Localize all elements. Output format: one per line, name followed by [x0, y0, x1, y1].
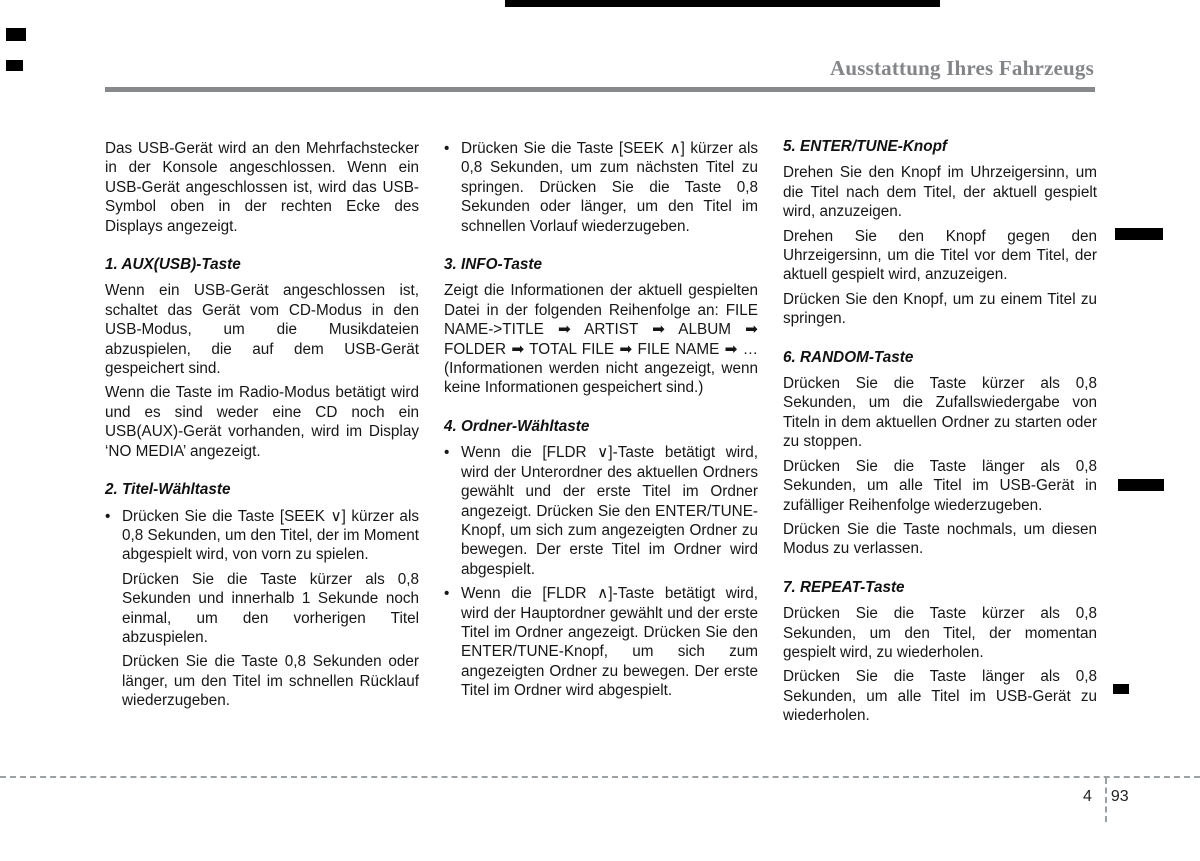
scan-artifact-top-bar: [505, 0, 940, 7]
paragraph: Wenn die Taste im Radio-Modus betätigt wird und es sind weder eine CD noch ein USB(AUX)-Gerät vorhanden, wird im Display ‘NO MEDIA’ angezeigt.: [105, 384, 419, 460]
page-number: [1083, 788, 1129, 806]
paragraph: Wenn ein USB-Gerät angeschlossen ist, schaltet das Gerät vom CD-Modus in den USB-Modus, um die Musikdateien abzuspielen, die auf dem USB-Gerät gespeichert sind.: [105, 282, 419, 378]
intro-paragraph: Das USB-Gerät wird an den Mehrfachstecker in der Konsole angeschlossen. Wenn ein USB-Gerät angeschlossen ist, wird das USB-Symbol oben in der rechten Ecke des Displays angezeigt.: [105, 140, 419, 235]
column-2: [444, 139, 758, 731]
scan-artifact-right-3: [1113, 684, 1129, 694]
bullet-item: [444, 443, 758, 579]
section-heading-aux-usb-taste: 1. AUX(USB)-Taste: [105, 256, 241, 274]
section-heading-titel-waehltaste: 2. Titel-Wähltaste: [105, 481, 231, 499]
section-heading-repeat-taste: 7. REPEAT-Taste: [783, 578, 905, 596]
header-rule: [105, 87, 1095, 92]
chapter-number: 4: [1083, 788, 1092, 805]
bullet-item: [444, 139, 758, 236]
content-columns: [105, 139, 1097, 731]
scan-artifact-left-2: [6, 60, 23, 71]
bullet-text: Wenn die [FLDR ∧]-Taste betätigt wird, wird der Hauptordner gewählt und der erste Titel im Ordner angezeigt. Drücken Sie den ENTER/TUNE-Knopf, um sich zum angezeigten Ordner zu bewegen. Der erste Titel im Ordner wird abgespielt.: [461, 585, 758, 700]
paragraph: Drücken Sie den Knopf, um zu einem Titel zu springen.: [783, 290, 1097, 328]
paragraph: Drücken Sie die Taste kürzer als 0,8 Sekunden, um den Titel, der momentan gespielt wird, zu wiederholen.: [783, 605, 1097, 661]
paragraph: Drücken Sie die Taste nochmals, um diesen Modus zu verlassen.: [783, 520, 1097, 558]
paragraph: Drehen Sie den Knopf im Uhrzeigersinn, um die Titel nach dem Titel, der aktuell gespielt wird, anzuzeigen.: [783, 164, 1097, 221]
paragraph: Zeigt die Informationen der aktuell gespielten Datei in der folgenden Reihenfolge an: FILE NAME->TITLE ➡ ARTIST ➡ ALBUM ➡ FOLDER ➡ TOTAL FILE ➡ FILE NAME ➡ … (Informationen werden nicht angezeigt, wenn keine Informationen gespeichert sind.): [444, 282, 758, 397]
section-heading-ordner-waehltaste: 4. Ordner-Wähltaste: [444, 417, 590, 435]
scan-artifact-left-1: [6, 28, 26, 41]
bullet-text: Drücken Sie die Taste [SEEK ∧] kürzer als 0,8 Sekunden, um zum nächsten Titel zu springen. Drücken Sie die Taste 0,8 Sekunden oder länger, um den Titel im schnellen Vorlauf wiederzugeben.: [461, 140, 758, 235]
bullet-item: [105, 507, 419, 565]
section-heading-random-taste: 6. RANDOM-Taste: [783, 348, 914, 366]
section-heading-info-taste: 3. INFO-Taste: [444, 256, 543, 274]
page-number-value: 93: [1110, 788, 1129, 805]
paragraph: Drehen Sie den Knopf gegen den Uhrzeigersinn, um die Titel vor dem Titel, der aktuell gespielt wird, anzuzeigen.: [783, 227, 1097, 284]
bullet-marker: •: [444, 444, 450, 462]
paragraph: Drücken Sie die Taste kürzer als 0,8 Sekunden, um die Zufallswiedergabe von Titeln in dem aktuellen Ordner zu starten oder zu stoppen.: [783, 375, 1097, 451]
bullet-text: Wenn die [FLDR ∨]-Taste betätigt wird, wird der Unterordner des aktuellen Ordners gewählt und der erste Titel im Ordner angezeigt. Drücken Sie den ENTER/TUNE-Knopf, um sich zum angezeigten Ordner zu bewegen. Der erste Titel im Ordner wird abgespielt.: [461, 444, 758, 578]
column-3: [783, 139, 1097, 731]
bullet-item: [444, 584, 758, 700]
section-heading-enter-tune-knopf: 5. ENTER/TUNE-Knopf: [783, 138, 948, 155]
paragraph: Drücken Sie die Taste länger als 0,8 Sekunden, um alle Titel im USB-Gerät zu wiederholen.: [783, 668, 1097, 725]
bullet-continuation: Drücken Sie die Taste kürzer als 0,8 Sekunden und innerhalb 1 Sekunde noch einmal, um den vorherigen Titel abzuspielen.: [122, 570, 419, 646]
footer-dashed-line: [0, 776, 1200, 778]
bullet-marker: •: [105, 507, 111, 525]
scan-artifact-right-1: [1115, 228, 1163, 240]
bullet-text: Drücken Sie die Taste [SEEK ∨] kürzer als 0,8 Sekunden, um den Titel, der im Moment abgespielt wird, von vorn zu spielen.: [122, 507, 419, 564]
column-1: [105, 139, 419, 731]
page-header-title: Ausstattung Ihres Fahrzeugs: [829, 56, 1094, 80]
bullet-continuation: Drücken Sie die Taste 0,8 Sekunden oder länger, um den Titel im schnellen Rücklauf wiederzugeben.: [122, 653, 419, 710]
bullet-marker: •: [444, 585, 450, 603]
scan-artifact-right-2: [1118, 479, 1164, 491]
bullet-marker: •: [444, 140, 450, 157]
paragraph: Drücken Sie die Taste länger als 0,8 Sekunden, um alle Titel im USB-Gerät in zufälliger Reihenfolge wiederzugeben.: [783, 457, 1097, 514]
